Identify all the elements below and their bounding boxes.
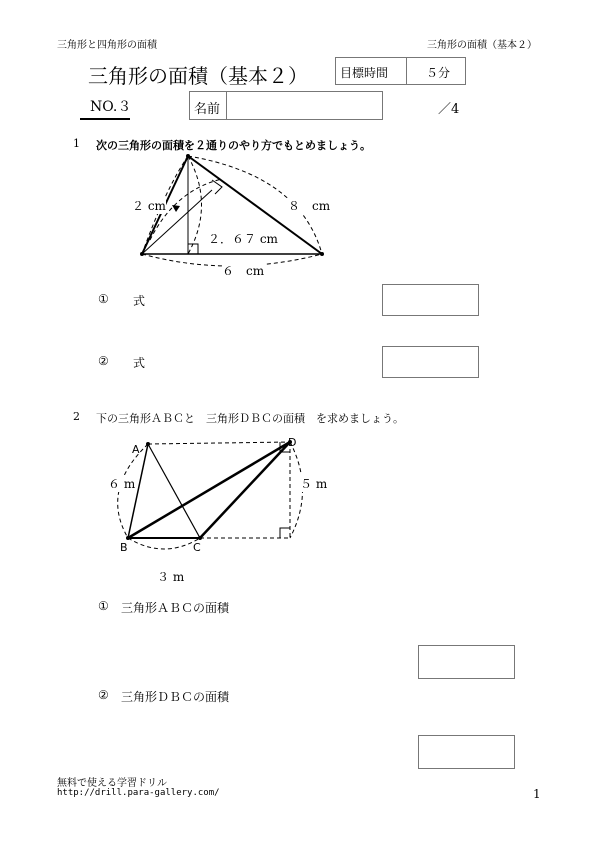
q2-right-angle-bottom [280,528,290,538]
q2-label-C: C [193,541,201,554]
score: ／4 [438,102,460,117]
q1-number: 1 [73,137,80,150]
q2-vertex-C [198,536,202,540]
header-right: 三角形の面積（基本２） [427,40,537,51]
q2-item-1-label: 三角形ＡＢＣの面積 [121,601,230,615]
q1-base-label: ６ cm [222,264,265,278]
page-title: 三角形の面積（基本２） [88,64,308,88]
q1-item-1-number: ① [98,292,109,306]
q2-text: 下の三角形ＡＢＣと 三角形ＤＢＣの面積 を求めましょう。 [96,412,404,425]
header-left: 三角形と四角形の面積 [57,40,157,51]
q1-left-side-label: ２ cm [132,199,166,213]
q1-right-side-label: ８ cm [288,199,331,213]
q2-label-B: B [120,541,128,554]
q2-base-label: ３ m [157,570,185,584]
q1-text: 次の三角形の面積を２通りのやり方でもとめましょう。 [96,139,371,152]
q2-item-2-number: ② [98,688,109,702]
target-time-value: ５分 [426,66,451,80]
q2-top-dashed [148,442,290,444]
worksheet-number: NO.３ [90,99,132,115]
q2-base-arc [128,538,200,549]
q1-item-2-label: 式 [133,356,146,370]
name-label: 名前 [194,102,221,117]
footer-url[interactable]: http://drill.para-gallery.com/ [57,788,220,798]
q2-answer-box-2[interactable] [418,735,515,769]
footer-title: 無料で使える学習ドリル [57,778,167,789]
q2-number: 2 [73,410,80,423]
q2-vertex-A [146,442,150,446]
q1-item-2-number: ② [98,354,109,368]
q2-side-AC [148,444,200,538]
q2-item-1-number: ① [98,599,109,613]
q2-label-A: A [132,443,140,456]
page-number: 1 [533,787,541,801]
q2-left-height-label: ６ m [108,477,136,491]
q2-label-D: D [288,436,297,449]
q2-side-DB [128,442,290,538]
q2-right-height-label: ５ m [300,477,328,491]
q2-item-2-label: 三角形ＤＢＣの面積 [121,690,230,704]
q2-answer-box-1[interactable] [418,645,515,679]
q2-side-DC [200,442,290,538]
target-time-label: 目標時間 [340,66,389,80]
q1-item-1-label: 式 [133,294,146,308]
q2-vertex-B [126,536,130,540]
q1-height-label: ２．６７ cm [208,232,278,246]
